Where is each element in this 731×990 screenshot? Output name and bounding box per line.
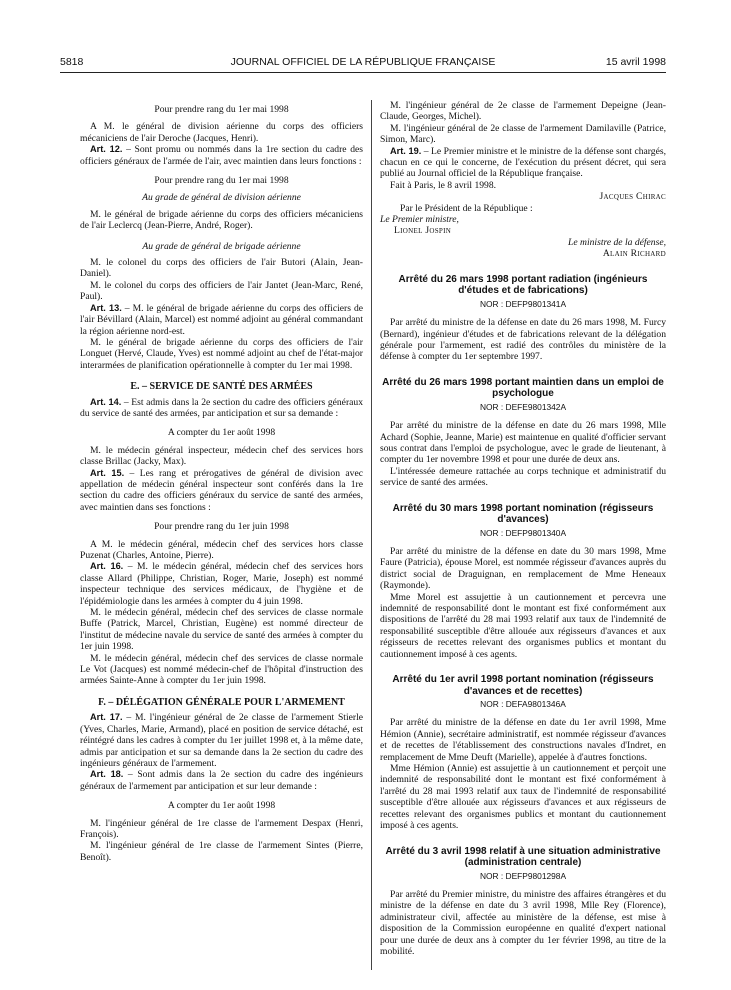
paragraph: M. le médecin général inspecteur, médecin chef des services hors classe Brillac (Jacky, Max). (80, 444, 363, 468)
rank-date-line: Pour prendre rang du 1er juin 1998 (154, 521, 289, 533)
journal-title: JOURNAL OFFICIEL DE LA RÉPUBLIQUE FRANÇAISE (230, 56, 496, 68)
right-column (380, 100, 666, 957)
rank-date-line: A compter du 1er août 1998 (167, 427, 276, 439)
article-label: Art. 17. (90, 712, 123, 723)
paragraph: M. le médecin général, médecin chef des services de classe normale Buffe (Patrick, Marcel, Christian, Eugène) est nommé directeur de l'institut de médecine navale du service de santé des armées à compter du 1er juin 1998. (80, 607, 363, 653)
column-divider (371, 100, 372, 970)
arrete-title: Arrêté du 26 mars 1998 portant maintien dans un emploi de psychologue (382, 376, 664, 400)
signatory-prime-minister: Lionel Jospin (394, 225, 452, 237)
article-label: Art. 12. (90, 144, 123, 155)
nor-reference: NOR : DEFE9801342A (479, 401, 567, 412)
grade-heading: Au grade de général de brigade aérienne (142, 240, 301, 252)
signatory-president: Jacques Chirac (599, 191, 666, 203)
paragraph: M. le colonel du corps des officiers de l'air Butori (Alain, Jean-Daniel). (80, 257, 363, 280)
article-label: Art. 15. (90, 467, 125, 478)
article-19: Art. 19. – Le Premier ministre et le ministre de la défense sont chargés, chacun en ce qui le concerne, de l'exécution du présent décret, qui sera publié au Journal officiel de la République française. (380, 145, 666, 180)
paragraph: Par arrêté du ministre de la défense en date du 30 mars 1998, Mme Faure (Patricia), épouse Morel, est nommée régisseur d'avances auprès du district social de Draguignan, en remplacement de Mme Heneaux (Raymonde). (380, 545, 666, 592)
paragraph: M. le général de brigade aérienne du corps des officiers mécaniciens de l'air Leclercq (Jean-Pierre, André, Roger). (80, 208, 363, 232)
article-13: Art. 13. – M. le général de brigade aérienne du corps des officiers de l'air Bévillard (Alain, Marcel) est nommé adjoint au général commandant la région aérienne nord-est. (80, 302, 363, 337)
paragraph: Mme Hémion (Annie) est assujettie à un cautionnement et perçoit une indemnité de responsabilité dont le montant est fixé conformément à l'arrêté du 28 mai 1993 relatif aux taux de l'indemnité de responsabilité susceptible d'être allouée aux régisseurs d'avances et aux régisseurs de recettes relevant des organismes publics et montant du cautionnement imposé à ces agents. (380, 763, 666, 832)
page-header (60, 56, 666, 72)
signatory-title: Le Premier ministre, (380, 214, 459, 226)
paragraph: M. l'ingénieur général de 1re classe de l'armement Despax (Henri, François). (80, 817, 363, 840)
signatory-title: Le ministre de la défense, (568, 236, 666, 248)
rank-date-line: A compter du 1er août 1998 (167, 800, 276, 812)
paragraph: Par arrêté du ministre de la défense en date du 1er avril 1998, Mme Hémion (Annie), secrétaire administratif, est nommée régisseur d'avances et de recettes de l'établissement des constructions navales d'Indret, en remplacement de Mme Deuft (Marielle), appelée à d'autres fonctions. (380, 717, 666, 763)
nor-reference: NOR : DEFP9801298A (479, 870, 567, 881)
article-16: Art. 16. – M. le médecin général, médecin chef des services hors classe Allard (Philippe, Christian, Roger, Marie, Joseph) est nommé inspecteur technique des services médicaux, de l'hygiène et de l'épidémiologie dans les armées à compter du 4 juin 1998. (80, 561, 363, 607)
article-label: Art. 19. (390, 145, 422, 156)
paragraph: L'intéressée demeure rattachée au corps technique et administratif du service de santé des armées. (380, 465, 666, 489)
paragraph: M. le général de brigade aérienne du corps des officiers de l'air Longuet (Hervé, Claude, Yves) est nommé adjoint au chef de l'état-major interarmées de planification opérationnelle à compter du 1er mai 1998. (80, 336, 363, 371)
article-18: Art. 18. – Sont admis dans la 2e section du cadre des ingénieurs généraux de l'armement par anticipation et sur leur demande : (80, 769, 363, 792)
paragraph: M. l'ingénieur général de 2e classe de l'armement Damilaville (Patrice, Simon, Marc). (380, 122, 666, 146)
arrete-title: Arrêté du 1er avril 1998 portant nomination (régisseurs d'avances et de recettes) (392, 674, 654, 697)
article-label: Art. 13. (90, 302, 122, 313)
paragraph: Mme Morel est assujettie à un cautionnement et percevra une indemnité de responsabilité dont le montant est fixé conformément aux dispositions de l'arrêté du 28 mai 1993 relatif aux taux de l'indemnité de responsabilité susceptible d'être allouée aux régisseurs d'avances et aux régisseurs de recettes relevant des organismes publics et montant du cautionnement imposé à ces agents. (380, 591, 666, 660)
paragraph: Par arrêté du Premier ministre, du ministre des affaires étrangères et du ministre de la défense en date du 3 avril 1998, Mlle Rey (Florence), administrateur civil, affectée au ministère de la défense, est mise à disposition de la Commission européenne en qualité d'expert national pour une durée de deux ans à compter du 1er février 1998, au titre de la mobilité. (380, 888, 666, 957)
article-15: Art. 15. – Les rang et prérogatives de général de division avec appellation de médecin général inspecteur sont conférés dans la 1re section du cadre des officiers généraux du service de santé des armées, avec maintien dans ses fonctions : (80, 467, 363, 513)
paragraph: M. le colonel du corps des officiers de l'air Jantet (Jean-Marc, René, Paul). (80, 279, 363, 303)
arrete-title: Arrêté du 26 mars 1998 portant radiation (ingénieurs d'études et de fabrications) (398, 273, 648, 297)
rank-date-line: Pour prendre rang du 1er mai 1998 (154, 104, 289, 115)
arrete-title: Arrêté du 30 mars 1998 portant nomination (régisseurs d'avances) (392, 502, 654, 526)
article-label: Art. 16. (90, 561, 124, 572)
article-12: Art. 12. – Sont promu ou nommés dans la 1re section du cadre des officiers généraux de l'armée de l'air, avec maintien dans leurs fonctions : (80, 144, 363, 167)
header-rule (60, 72, 666, 73)
article-label: Art. 18. (90, 769, 124, 780)
arrete-title: Arrêté du 3 avril 1998 relatif à une situation administrative (administration centrale) (385, 845, 661, 868)
grade-heading: Au grade de général de division aérienne (142, 192, 301, 204)
paragraph: A M. le général de division aérienne du corps des officiers mécaniciens de l'air Deroche (Jacques, Henri). (80, 121, 363, 144)
rank-date-line: Pour prendre rang du 1er mai 1998 (154, 175, 289, 187)
section-heading-e: E. – SERVICE DE SANTÉ DES ARMÉES (130, 381, 313, 393)
signature-intro: Par le Président de la République : (400, 202, 533, 214)
article-17: Art. 17. – M. l'ingénieur général de 2e classe de l'armement Stierle (Yves, Charles, Marie, Armand), placé en position de service détaché, est réintégré dans les cadres à compter du 1er juillet 1998 et, à la même date, admis par anticipation et sur sa demande dans la 2e section du cadre des ingénieurs généraux de l'armement. (80, 712, 363, 769)
page-number: 5818 (60, 56, 84, 68)
paragraph: M. le médecin général, médecin chef des services de classe normale Le Vot (Jacques) est nommé médecin-chef de l'hôpital d'instruction des armées Sainte-Anne à compter du 1er juin 1998. (80, 652, 363, 687)
signature-place-date: Fait à Paris, le 8 avril 1998. (390, 179, 497, 191)
paragraph: Par arrêté du ministre de la défense en date du 26 mars 1998, M. Furcy (Bernard), ingénieur d'études et de fabrications relevant de la délégation générale pour l'armement, est radié des contrôles du ministère de la défense à compter du 1er septembre 1997. (380, 317, 666, 363)
nor-reference: NOR : DEFA9801346A (480, 699, 566, 710)
nor-reference: NOR : DEFP9801341A (479, 298, 567, 309)
signatory-minister: Alain Richard (602, 248, 666, 260)
paragraph: M. l'ingénieur général de 1re classe de l'armement Sintes (Pierre, Benoît). (80, 840, 363, 863)
article-14: Art. 14. – Est admis dans la 2e section du cadre des officiers généraux du service de santé des armées, par anticipation et sur sa demande : (80, 396, 363, 419)
paragraph: M. l'ingénieur général de 2e classe de l'armement Depeigne (Jean-Claude, Georges, Michel). (380, 100, 666, 123)
publication-date: 15 avril 1998 (605, 56, 666, 68)
article-label: Art. 14. (90, 396, 122, 407)
nor-reference: NOR : DEFP9801340A (479, 527, 567, 538)
paragraph: Par arrêté du ministre de la défense en date du 26 mars 1998, Mlle Achard (Sophie, Jeanne, Marie) est maintenue en qualité d'officier servant sous contrat dans l'emploi de psychologue, avec le grade de lieutenant, à compter du 1er novembre 1998 et pour une durée de deux ans. (380, 420, 666, 466)
paragraph: A M. le médecin général, médecin chef des services hors classe Puzenat (Charles, Antoine, Pierre). (80, 538, 363, 561)
section-heading-f: F. – DÉLÉGATION GÉNÉRALE POUR L'ARMEMENT (98, 696, 345, 708)
left-column (80, 100, 363, 863)
